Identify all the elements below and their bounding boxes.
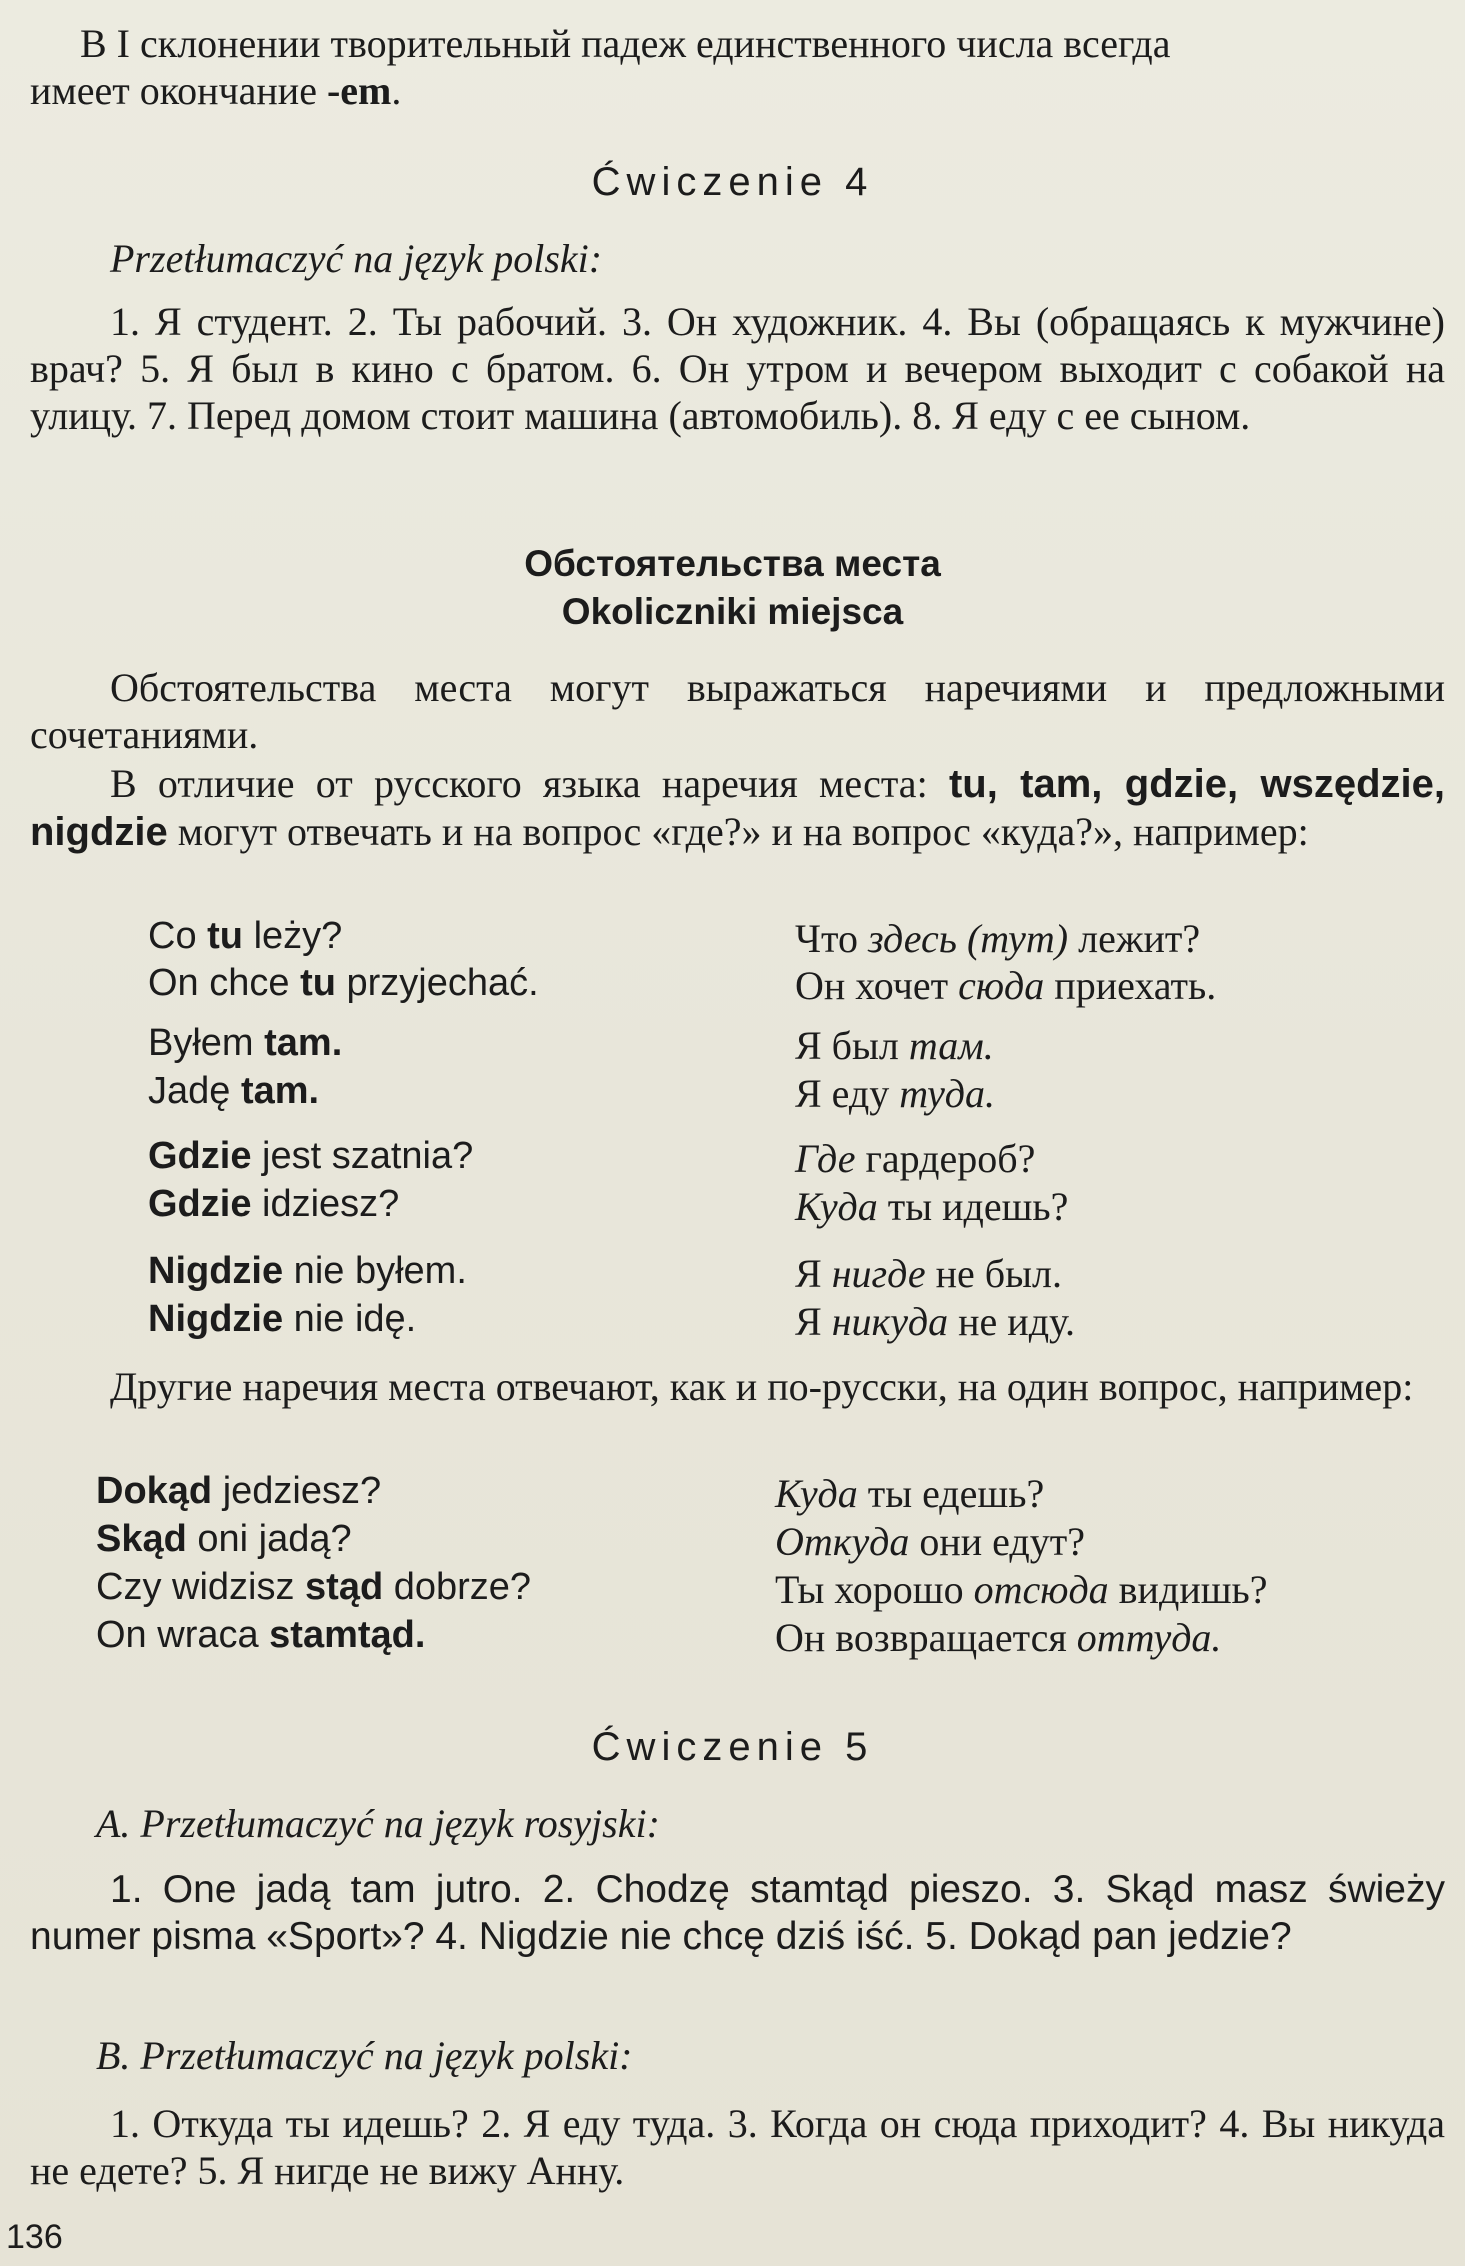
ru-example: Он хочет сюда приехать. (795, 963, 1217, 1008)
ru-example: Где гардероб? (795, 1136, 1036, 1181)
pl-example: Nigdzie nie idę. (148, 1298, 417, 1340)
intro-line2-post: . (391, 68, 402, 113)
intro-paragraph (30, 20, 1445, 114)
section-title-ru: Обстоятельства места (524, 543, 941, 584)
pl-example: Jadę tam. (148, 1070, 320, 1112)
p2-part-a: В отличие от русского языка наречия места: (110, 761, 949, 806)
pl-example: On chce tu przyjechać. (148, 962, 539, 1004)
section-paragraph-2 (30, 760, 1445, 856)
ru-example: Он возвращается оттуда. (775, 1615, 1222, 1660)
pl-example: Skąd oni jadą? (96, 1518, 352, 1560)
pl-example: Co tu leży? (148, 915, 343, 957)
exercise-4-instruction: Przetłumaczyć na język polski: (110, 236, 603, 281)
pl-example: Nigdzie nie byłem. (148, 1250, 467, 1292)
ru-example: Куда ты едешь? (775, 1471, 1045, 1516)
exercise-4-text: 1. Я студент. 2. Ты рабочий. 3. Он художник. 4. Вы (обращаясь к мужчине) врач? 5. Я был в кино с братом. 6. Он утром и вечером выходит с собакой на улицу. 7. Перед домом стоит машина (автомобиль). 8. Я еду с ее сыном. (30, 299, 1445, 438)
pl-example: Czy widzisz stąd dobrze? (96, 1566, 532, 1608)
ru-example: Что здесь (тут) лежит? (795, 916, 1201, 961)
p2-adverbs: tu, tam, gdzie, wszędzie, nigdzie (30, 762, 1445, 854)
ru-example: Я еду туда. (795, 1071, 996, 1116)
section-paragraph-3: Другие наречия места отвечают, как и по-русски, на один вопрос, например: (110, 1364, 1414, 1409)
pl-example: Gdzie idziesz? (148, 1183, 400, 1225)
exercise-5-title: Ćwiczenie 5 (591, 1725, 874, 1769)
exercise-5-instruction-a: A. Przetłumaczyć na język rosyjski: (96, 1801, 660, 1846)
intro-line2-pre: имеет окончание (30, 68, 327, 113)
ru-example: Я был там. (795, 1023, 994, 1068)
ru-example: Ты хорошо отсюда видишь? (775, 1567, 1268, 1612)
page-number: 136 (6, 2218, 63, 2256)
p2-part-c: могут отвечать и на вопрос «где?» и на вопрос «куда?», например: (167, 809, 1309, 854)
section-title-pl: Okoliczniki miejsca (561, 591, 904, 632)
pl-example: Byłem tam. (148, 1022, 343, 1064)
pl-example: Gdzie jest szatnia? (148, 1135, 474, 1177)
pl-example: On wraca stamtąd. (96, 1614, 426, 1656)
ru-example: Откуда они едут? (775, 1519, 1085, 1564)
ru-example: Я никуда не иду. (795, 1299, 1076, 1344)
exercise-4-title: Ćwiczenie 4 (591, 160, 874, 204)
exercise-5-text-b: 1. Откуда ты идешь? 2. Я еду туда. 3. Когда он сюда приходит? 4. Вы никуда не едете? 5. Я нигде не вижу Анну. (30, 2101, 1445, 2193)
exercise-5-text-a: 1. One jadą tam jutro. 2. Chodzę stamtąd pieszo. 3. Skąd masz świeży numer pisma «Sport»? 4. Nigdzie nie chcę dziś iść. 5. Dokąd pan jedzie? (30, 1868, 1445, 1958)
section-paragraph-1: Обстоятельства места могут выражаться наречиями и предложными сочетаниями. (30, 665, 1445, 757)
ru-example: Я нигде не был. (795, 1251, 1062, 1296)
pl-example: Dokąd jedziesz? (96, 1470, 382, 1512)
ru-example: Куда ты идешь? (795, 1184, 1069, 1229)
intro-line1: В I склонении творительный падеж единственного числа всегда (80, 21, 1171, 66)
exercise-5-instruction-b: B. Przetłumaczyć na język polski: (96, 2033, 633, 2078)
intro-ending: -em (326, 68, 392, 113)
